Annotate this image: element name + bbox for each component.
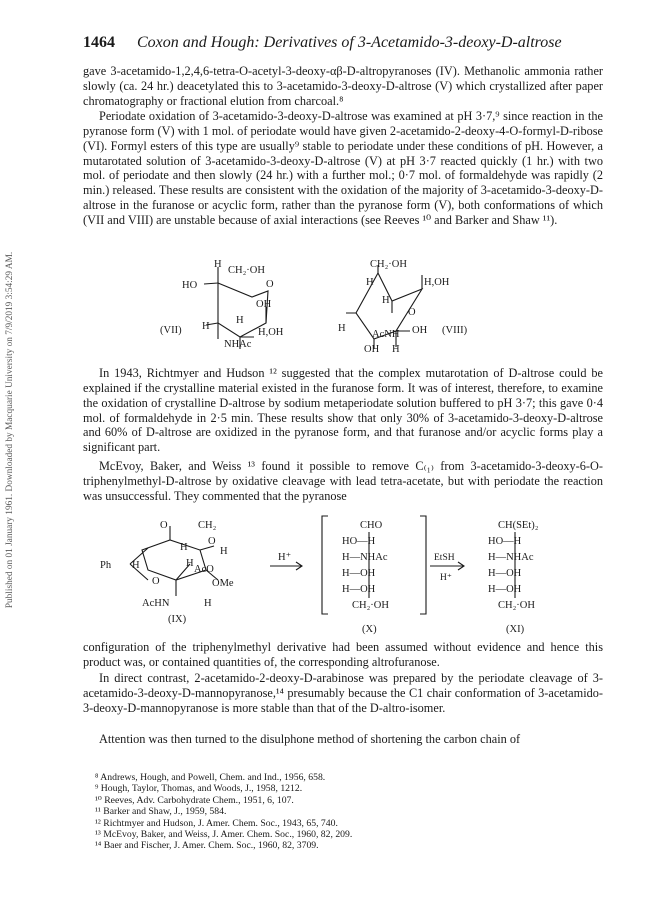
viii-atom: OH xyxy=(412,325,428,336)
reference-item: ¹² Richtmyer and Hudson, J. Amer. Chem. Soc., 1943, 65, 740. xyxy=(95,817,338,829)
download-watermark-text: Published on 01 January 1961. Downloaded by Macquarie University on 7/9/2019 3:54:29 AM. xyxy=(5,251,15,609)
x-row: HO—H xyxy=(342,536,376,547)
vii-atom: NHAc xyxy=(224,339,252,350)
structure-vii-labels xyxy=(160,259,284,350)
viii-atom: H xyxy=(338,323,346,334)
xi-row: HO—H xyxy=(488,536,522,547)
reference-item: ¹³ McEvoy, Baker, and Weiss, J. Amer. Chem. Soc., 1960, 82, 209. xyxy=(95,829,353,841)
vii-atom: O xyxy=(266,279,274,290)
viii-atom: OH xyxy=(364,344,380,355)
ix-atom: O xyxy=(152,576,160,587)
vii-atom: OH xyxy=(256,299,272,310)
page-number: 1464 xyxy=(83,34,115,51)
xi-row: H—OH xyxy=(488,584,522,595)
conformation-diagram xyxy=(160,257,540,357)
viii-atom: H,OH xyxy=(424,277,450,288)
vii-atom: H,OH xyxy=(258,327,284,338)
paragraph: Periodate oxidation of 3-acetamido-3-deoxy-D-altrose was examined at pH 3·7,⁹ since reaction in the pyranose form (V) with 1 mol. of periodate would have given 2-acetamido-2-deoxy-4-O-formyl-D-ribose (VI). Formyl esters of this type are usually⁹ stable to periodate under these conditions of pH. However, a mutarotated solution of 3-acetamido-3-deoxy-D-altrose (V) at pH 3·7 reacted quickly (1 hr.) with two mol. of periodate and then slowly (24 hr.) with a further mol.; 0·7 mol. of formaldehyde was rapidly (2 min.) released. These results are consistent with the oxidation of the majority of 3-acetamido-3-deoxy-D-altrose in the furanose or acyclic form, rather than the pyranose form (V), both conformations of which (VII and VIII) are unstable because of axial interactions (see Reeves ¹⁰ and Barker and Shaw ¹¹). xyxy=(83,109,603,227)
references xyxy=(95,772,595,852)
ix-atom: OMe xyxy=(212,578,234,589)
ix-atom: H xyxy=(204,598,212,609)
viii-atom: H xyxy=(392,344,400,355)
ix-atom: H xyxy=(132,560,140,571)
x-row: H—NHAc xyxy=(342,552,388,563)
arrow-2 xyxy=(430,553,464,583)
xi-row: CH(SEt)₂ xyxy=(498,520,539,531)
xi-row: CH₂·OH xyxy=(498,600,535,611)
download-watermark xyxy=(2,120,18,740)
viii-atom: H xyxy=(366,277,374,288)
ix-atom: O xyxy=(160,520,168,531)
x-row: CHO xyxy=(360,520,383,531)
ix-atom: H xyxy=(180,542,188,553)
ix-atom: H xyxy=(186,558,194,569)
paragraph: configuration of the triphenylmethyl derivative had been assumed without evidence and hence this product was, or contained quantities of, the corresponding altrofuranose. xyxy=(83,640,603,669)
paragraph: McEvoy, Baker, and Weiss ¹³ found it possible to remove C₍₁₎ from 3-acetamido-3-deoxy-6-O-triphenylmethyl-D-altrose by oxidative cleavage with lead tetra-acetate, but with periodate the reaction was unsuccessful. They commented that the pyranose xyxy=(83,459,603,503)
paragraph: In direct contrast, 2-acetamido-2-deoxy-D-arabinose was prepared by the periodate cleavage of 3-acetamido-3-deoxy-D-mannopyranose,¹⁴ presumably because the C1 chair conformation of 3-acetamido-3-deoxy-D-mannopyranose is more stable than that of the D-altro-isomer. xyxy=(83,671,603,715)
structure-ix xyxy=(130,526,218,596)
viii-label: (VIII) xyxy=(442,325,468,336)
structure-x xyxy=(322,516,426,635)
structure-xi xyxy=(488,520,539,635)
vii-atom: HO xyxy=(182,280,198,291)
reference-item: ⁹ Hough, Taylor, Thomas, and Woods, J., 1958, 1212. xyxy=(95,783,303,795)
vii-atom: CH₂·OH xyxy=(228,265,265,276)
arrow-1 xyxy=(270,552,302,570)
x-label: (X) xyxy=(362,624,377,635)
arrow-2-below: H⁺ xyxy=(440,573,452,583)
viii-atom: CH₂·OH xyxy=(370,259,407,270)
vii-atom: H xyxy=(214,259,222,270)
x-row: CH₂·OH xyxy=(352,600,389,611)
vii-atom: H xyxy=(236,315,244,326)
ix-atom: H xyxy=(220,546,228,557)
viii-atom: AcNH xyxy=(372,329,400,340)
paragraph: In 1943, Richtmyer and Hudson ¹² suggested that the complex mutarotation of D-altrose could be explained if the crystalline material existed in the furanose form. It was of interest, therefore, to examine the oxidation of crystalline D-altrose by sodium metaperiodate solution buffered to pH 3·7; this gave 0·4 mol. of formaldehyde in 2·5 min. These results show that only 30% of 3-acetamido-3-deoxy-D-altrose and 60% of D-altrose are oxidized in the pyranose form, and that furanose and/or acyclic forms play a significant part. xyxy=(83,366,603,455)
xi-row: H—NHAc xyxy=(488,552,534,563)
vii-label: (VII) xyxy=(160,325,182,336)
arrow-1-label: H⁺ xyxy=(278,552,292,563)
ix-atom: AcHN xyxy=(142,598,170,609)
paragraph: gave 3-acetamido-1,2,4,6-tetra-O-acetyl-3-deoxy-αβ-D-altropyranoses (IV). Methanolic ammonia rather slowly (ca. 24 hr.) deacetylated this to 3-acetamido-3-deoxy-D-altrose (V) which crystallized after paper chromatography or fractional elution from charcoal.⁸ xyxy=(83,64,603,108)
running-header xyxy=(83,34,603,56)
vii-atom: H xyxy=(202,321,210,332)
structure-ix-labels xyxy=(100,520,234,625)
arrow-2-above: EtSH xyxy=(434,553,455,563)
x-row: H—OH xyxy=(342,568,376,579)
reference-item: ¹¹ Barker and Shaw, J., 1959, 584. xyxy=(95,806,227,818)
viii-atom: O xyxy=(408,307,416,318)
xi-row: H—OH xyxy=(488,568,522,579)
reference-item: ⁸ Andrews, Hough, and Powell, Chem. and Ind., 1956, 658. xyxy=(95,772,326,783)
ix-label: (IX) xyxy=(168,614,187,625)
reference-item: ¹⁰ Reeves, Adv. Carbohydrate Chem., 1951, 6, 107. xyxy=(95,794,294,806)
x-row: H—OH xyxy=(342,584,376,595)
ix-atom: CH₂ xyxy=(198,520,217,531)
reaction-scheme xyxy=(90,508,590,648)
reference-item: ¹⁴ Baer and Fischer, J. Amer. Chem. Soc., 1960, 82, 3709. xyxy=(95,840,319,852)
ix-atom: O xyxy=(208,536,216,547)
structure-viii-labels xyxy=(338,259,468,355)
paragraph: Attention was then turned to the disulphone method of shortening the carbon chain of xyxy=(99,732,521,746)
xi-label: (XI) xyxy=(506,624,525,635)
ix-atom: AcO xyxy=(194,564,214,575)
running-title: Coxon and Hough: Derivatives of 3-Acetamido-3-deoxy-D-altrose xyxy=(137,34,562,51)
viii-atom: H xyxy=(382,295,390,306)
ix-atom: Ph xyxy=(100,560,112,571)
